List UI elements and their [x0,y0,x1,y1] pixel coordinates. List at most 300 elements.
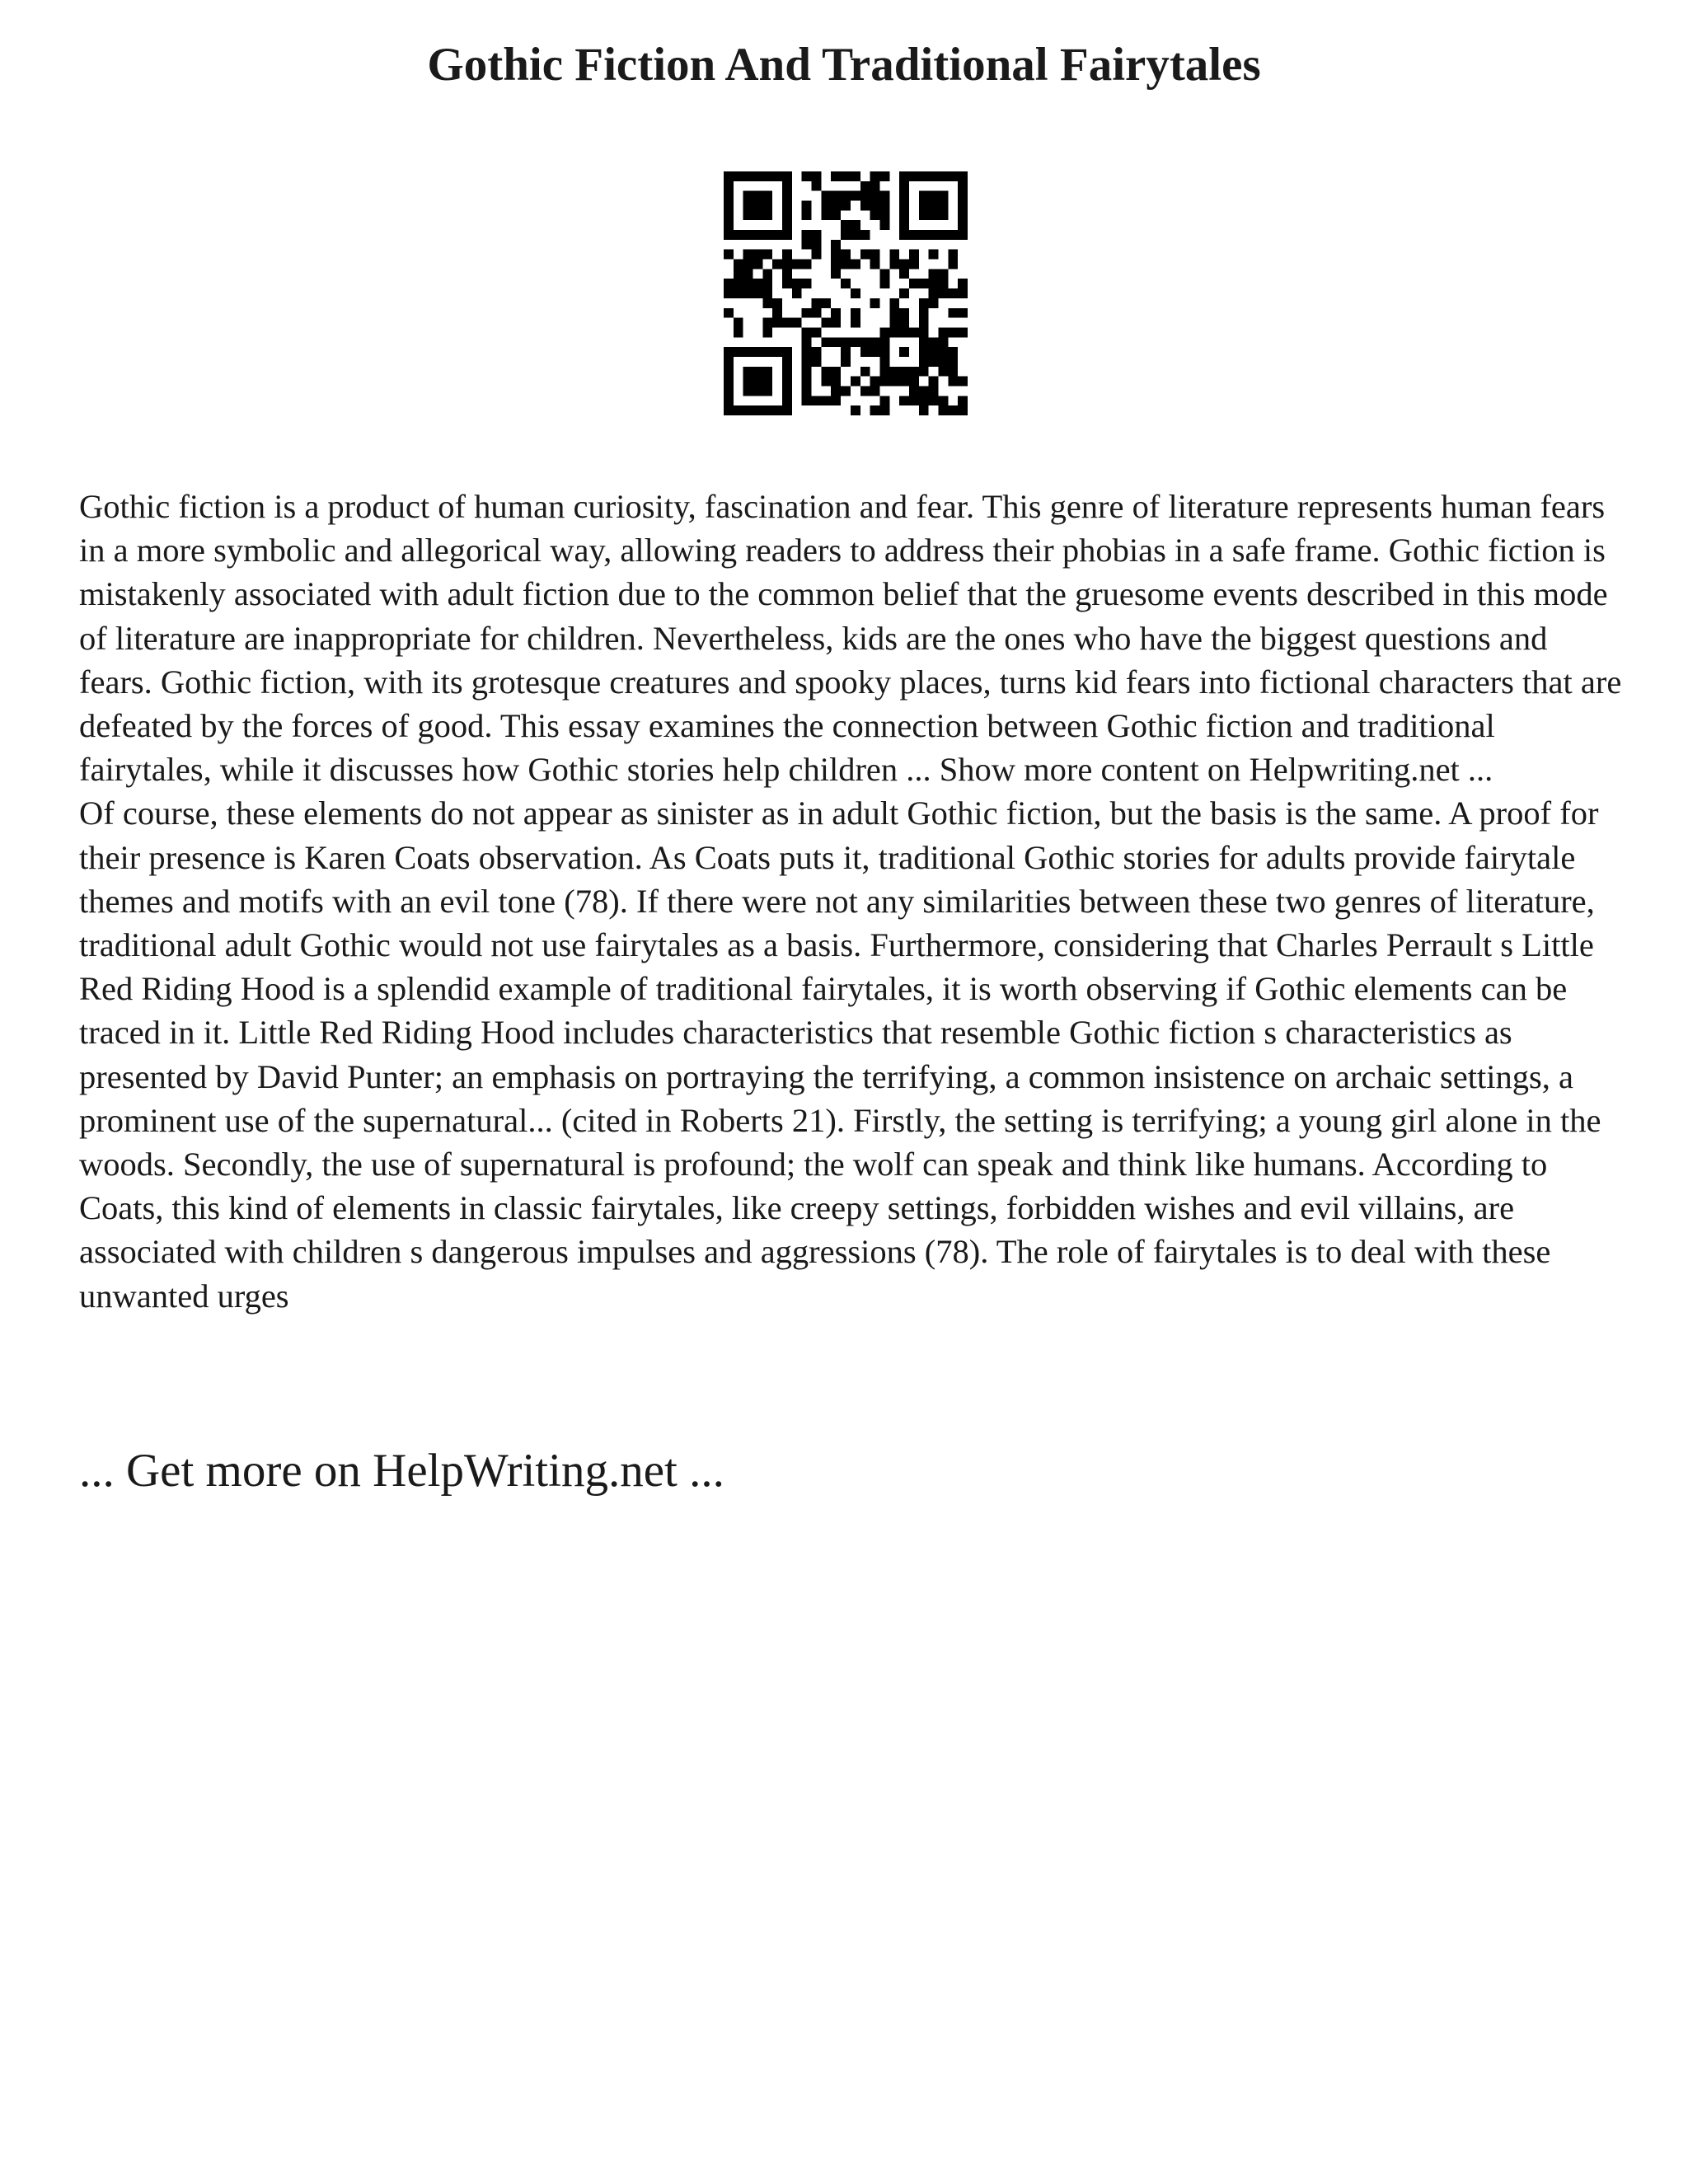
qr-module [929,396,939,405]
qr-module [753,288,763,298]
qr-module [929,210,939,220]
qr-module [919,357,929,367]
qr-module [841,220,851,230]
qr-module [841,191,851,201]
qr-module [782,220,792,230]
qr-module [899,260,909,269]
qr-module [782,367,792,377]
qr-module [802,377,812,387]
qr-module [919,347,929,357]
qr-module [724,377,734,387]
qr-module [889,260,899,269]
qr-module [753,279,763,288]
qr-module [782,260,792,269]
qr-module [734,288,743,298]
qr-module [879,210,889,220]
qr-module [734,171,743,181]
qr-module [879,396,889,405]
qr-module [948,250,958,260]
qr-module [899,288,909,298]
qr-module [841,171,851,181]
qr-module [870,250,880,260]
qr-module [851,337,860,347]
qr-module [851,318,860,328]
qr-module [851,308,860,318]
qr-module [743,250,753,260]
qr-module [734,347,743,357]
qr-module [948,171,958,181]
qr-module [762,210,772,220]
qr-module [782,279,792,288]
qr-module [948,377,958,387]
qr-module [909,367,919,377]
qr-module [899,327,909,337]
qr-module [919,308,929,318]
qr-module [899,377,909,387]
qr-module [821,298,831,308]
qr-module [879,220,889,230]
qr-module [929,191,939,201]
qr-module [899,201,909,211]
qr-module [958,279,968,288]
qr-module [948,230,958,240]
qr-module [899,181,909,191]
qr-module [851,230,860,240]
qr-module [958,288,968,298]
qr-module [831,191,841,201]
qr-module [919,191,929,201]
qr-module [772,318,782,328]
qr-module [753,210,763,220]
qr-code-icon [724,171,968,415]
qr-module [802,210,812,220]
qr-module [762,230,772,240]
qr-module [743,279,753,288]
qr-module [860,181,870,191]
qr-module [772,405,782,415]
qr-module [929,377,939,387]
qr-module [812,181,822,191]
qr-module [743,191,753,201]
qr-module [743,367,753,377]
qr-module [948,357,958,367]
qr-module [831,210,841,220]
qr-module [841,250,851,260]
qr-module [879,367,889,377]
qr-module [831,396,841,405]
qr-module [899,396,909,405]
qr-module [724,357,734,367]
qr-module [948,288,958,298]
qr-module [879,201,889,211]
qr-module [870,191,880,201]
qr-module [860,347,870,357]
qr-module [919,396,929,405]
qr-module [958,191,968,201]
qr-module [909,377,919,387]
qr-module [919,298,929,308]
qr-module [812,327,822,337]
qr-module [909,386,919,396]
qr-module [909,171,919,181]
qr-module [938,405,948,415]
qr-module [831,171,841,181]
qr-module [889,318,899,328]
qr-module [802,327,812,337]
qr-module [958,377,968,387]
qr-module [938,201,948,211]
qr-module [929,201,939,211]
qr-module [753,171,763,181]
qr-module [879,279,889,288]
qr-module [762,171,772,181]
qr-module [958,210,968,220]
qr-module [899,191,909,201]
qr-module [724,308,734,318]
qr-module [938,288,948,298]
qr-module [929,386,939,396]
qr-module [889,308,899,318]
qr-module [948,347,958,357]
qr-module [802,260,812,269]
qr-module [909,279,919,288]
qr-module [743,405,753,415]
qr-module [821,318,831,328]
qr-module [753,405,763,415]
qr-module [909,260,919,269]
qr-module [772,171,782,181]
qr-module [870,347,880,357]
qr-module [860,230,870,240]
qr-module [782,230,792,240]
qr-module [889,250,899,260]
qr-module [909,396,919,405]
qr-module [734,327,743,337]
qr-module [762,347,772,357]
qr-module [724,171,734,181]
paragraph-intro: Gothic fiction is a product of human curiosity, fascination and fear. This genre of literature represents human fears in a more symbolic and allegorical way, allowing readers to address their phobias in a safe frame. Gothic fiction is mistakenly associated with adult fiction due to the common belief that the gruesome events described in this mode of literature are inappropriate for children. Nevertheless, kids are the ones who have the biggest questions and fears. Gothic fiction, with its grotesque creatures and spooky places, turns kid fears into fictional characters that are defeated by the forces of good. This essay examines the connection between Gothic fiction and traditional fairytales, while it discusses how Gothic stories help children ... Show more content on Helpwriting.net ... [79,488,1622,789]
qr-module [743,377,753,387]
qr-module [851,260,860,269]
qr-module [860,191,870,201]
qr-module [724,181,734,191]
qr-module [743,269,753,279]
qr-module [724,367,734,377]
qr-module [782,405,792,415]
qr-module [753,377,763,387]
qr-module [831,386,841,396]
qr-module [782,250,792,260]
qr-module [958,171,968,181]
qr-module [851,377,860,387]
qr-module [762,377,772,387]
qr-module [899,230,909,240]
qr-module [958,396,968,405]
qr-module [782,210,792,220]
qr-module [734,230,743,240]
qr-module [919,386,929,396]
qr-module [762,250,772,260]
qr-module [792,288,802,298]
qr-module [879,171,889,181]
qr-module [889,377,899,387]
qr-module [724,210,734,220]
qr-module [929,357,939,367]
qr-module [879,269,889,279]
qr-module [772,260,782,269]
qr-module [958,220,968,230]
qr-module [841,357,851,367]
qr-module [948,405,958,415]
qr-module [870,210,880,220]
qr-module [860,367,870,377]
qr-module [792,260,802,269]
qr-module [753,386,763,396]
qr-module [929,298,939,308]
qr-module [919,337,929,347]
qr-module [724,191,734,201]
qr-module [851,288,860,298]
qr-module [812,230,822,240]
paragraph-main: Of course, these elements do not appear as sinister as in adult Gothic fiction, but the basis is the same. A proof for their presence is Karen Coats observation. As Coats puts it, traditional Gothic stories for adults provide fairytale themes and motifs with an evil tone (78). If there were not any similarities between these two genres of literature, traditional adult Gothic would not use fairytales as a basis. Furthermore, considering that Charles Perrault s Little Red Riding Hood is a splendid example of traditional fairytales, it is worth observing if Gothic elements can be traced in it. Little Red Riding Hood includes characteristics that resemble Gothic fiction s characteristics as presented by David Punter; an emphasis on portraying the terrifying, a common insistence on archaic settings, a prominent use of the supernatural... (cited in Roberts 21). Firstly, the setting is terrifying; a young girl alone in the woods. Secondly, the use of supernatural is profound; the wolf can speak and think like humans. According to Coats, this kind of elements in classic fairytales, like creepy settings, forbidden wishes and evil villains, are associated with children s dangerous impulses and aggressions (78). The role of fairytales is to deal with these unwanted urges [79,794,1601,1315]
qr-module [743,171,753,181]
qr-module [743,347,753,357]
qr-module [802,337,812,347]
qr-module [724,386,734,396]
qr-module [753,347,763,357]
qr-module [762,367,772,377]
qr-module [724,396,734,405]
qr-module [919,279,929,288]
qr-module [762,288,772,298]
qr-module [782,396,792,405]
qr-module [772,230,782,240]
qr-module [948,308,958,318]
qr-module [753,250,763,260]
qr-module [929,230,939,240]
qr-module [802,357,812,367]
qr-module [762,405,772,415]
qr-module [831,269,841,279]
qr-module [851,191,860,201]
qr-module [879,357,889,367]
qr-module [938,396,948,405]
qr-module [831,250,841,260]
qr-module [938,230,948,240]
qr-module [734,405,743,415]
qr-module [762,191,772,201]
qr-module [734,279,743,288]
qr-module [802,240,812,250]
qr-module [851,171,860,181]
qr-module [821,210,831,220]
qr-module [870,171,880,181]
qr-module [802,230,812,240]
qr-module [919,201,929,211]
qr-module [851,405,860,415]
qr-module [841,201,851,211]
qr-module [938,367,948,377]
qr-module [821,191,831,201]
qr-module [724,347,734,357]
qr-module [909,327,919,337]
qr-module [792,318,802,328]
qr-module [879,191,889,201]
qr-module [938,191,948,201]
qr-module [860,386,870,396]
qr-module [821,396,831,405]
qr-module [870,181,880,191]
qr-module [762,318,772,328]
qr-module [762,269,772,279]
qr-module [831,308,841,318]
qr-module [958,201,968,211]
qr-module [889,298,899,308]
qr-module [958,405,968,415]
qr-module [929,269,939,279]
qr-module [938,210,948,220]
qr-module [724,220,734,230]
qr-module [899,367,909,377]
qr-module [938,327,948,337]
qr-module [724,201,734,211]
qr-module [841,279,851,288]
qr-module [860,337,870,347]
qr-module [831,260,841,269]
qr-module [870,377,880,387]
qr-module [782,318,792,328]
qr-module [812,347,822,357]
qr-module [899,318,909,328]
qr-module [831,377,841,387]
qr-module [919,318,929,328]
qr-module [958,181,968,191]
qr-module [743,260,753,269]
qr-module [851,220,860,230]
qr-module [821,377,831,387]
qr-module [772,298,782,308]
qr-module [899,171,909,181]
qr-module [879,337,889,347]
qr-module [938,279,948,288]
qr-module [870,405,880,415]
qr-module [938,347,948,357]
qr-module [753,260,763,269]
qr-module [782,171,792,181]
qr-module [772,347,782,357]
qr-module [812,396,822,405]
qr-module [899,269,909,279]
qr-module [762,298,772,308]
qr-module [929,337,939,347]
qr-module [753,367,763,377]
qr-module [948,260,958,269]
qr-module [802,171,812,181]
qr-module [734,269,743,279]
qr-module [831,337,841,347]
get-more-link[interactable]: ... Get more on HelpWriting.net ... [79,1445,724,1497]
qr-module [782,347,792,357]
document-title: Gothic Fiction And Traditional Fairytales [427,39,1261,91]
qr-module [889,367,899,377]
qr-module [938,269,948,279]
qr-module [802,347,812,357]
qr-module [919,230,929,240]
qr-module [929,279,939,288]
qr-module [938,171,948,181]
document-body [79,485,1629,1318]
qr-code-graphic [724,171,968,415]
qr-module [724,288,734,298]
qr-module [782,191,792,201]
qr-module [812,298,822,308]
qr-module [879,405,889,415]
qr-module [870,337,880,347]
qr-module [821,367,831,377]
qr-module [812,240,822,250]
qr-module [899,210,909,220]
qr-module [860,250,870,260]
qr-module [724,250,734,260]
qr-module [782,269,792,279]
qr-module [821,337,831,347]
qr-module [899,220,909,230]
qr-module [870,201,880,211]
qr-module [929,171,939,181]
qr-module [831,318,841,328]
qr-module [919,171,929,181]
qr-module [802,367,812,377]
qr-module [743,210,753,220]
qr-module [812,171,822,181]
qr-module [802,396,812,405]
qr-module [860,201,870,211]
qr-module [919,327,929,337]
qr-module [724,405,734,415]
qr-module [782,377,792,387]
qr-module [753,191,763,201]
qr-module [958,230,968,240]
qr-module [870,260,880,269]
qr-module [743,288,753,298]
qr-module [724,279,734,288]
qr-module [929,250,939,260]
qr-module [802,308,812,318]
qr-module [831,201,841,211]
qr-module [889,327,899,337]
qr-module [782,201,792,211]
qr-module [762,386,772,396]
qr-module [724,230,734,240]
qr-module [762,327,772,337]
qr-module [812,250,822,260]
qr-module [782,386,792,396]
qr-module [879,347,889,357]
qr-module [870,298,880,308]
qr-module [958,308,968,318]
qr-module [743,230,753,240]
qr-module [948,367,958,377]
qr-module [938,337,948,347]
qr-module [753,201,763,211]
qr-module [929,347,939,357]
qr-module [841,260,851,269]
qr-module [841,337,851,347]
qr-module [734,260,743,269]
qr-module [812,357,822,367]
qr-module [909,230,919,240]
qr-module [929,288,939,298]
